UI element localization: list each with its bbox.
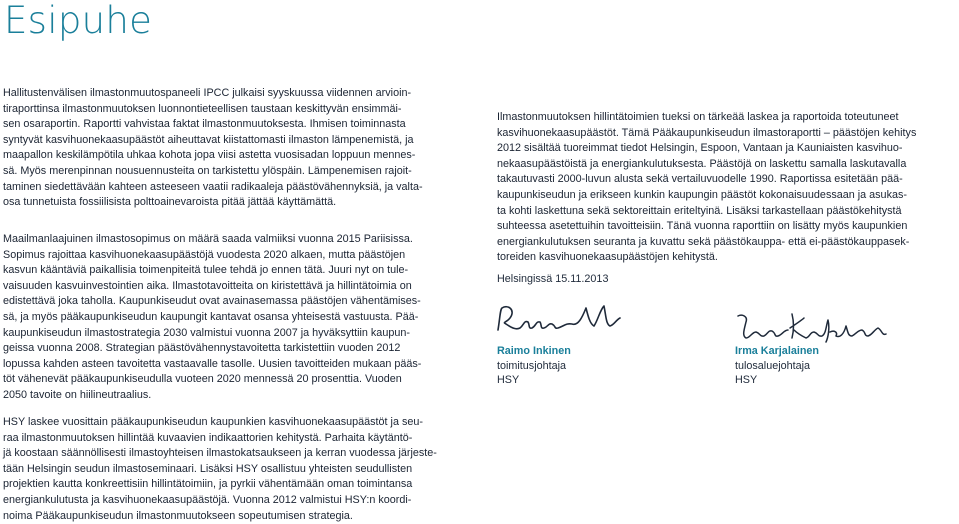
report-paragraph: Ilmastonmuutoksen hillintätoimien tueksi on tärkeää laskea ja raportoida toteutuneet kasvihuonekaasupäästöt. Tämä Pääkaupunkiseudun ilmastoraportti – päästöjen kehitys 2012 sisältää tuoreimmat tiedot Helsingin, Espoon, Vantaan ja Kauniaisten kasvihuo- nekaasupäästöistä ja energiankulutuksesta. Päästöjä on laskettu samalla laskutavalla takautuvasti 2000-luvun alusta sekä vertailuvuodelle 1990. Raportissa esitetään pää- kaupunkiseudun ja erikseen kunkin kaupungin päästöt kokonaisuudessaan ja asukas- ta kohti laskettuna sekä sektoreittain eriteltyinä. Lisäksi tarkastellaan päästökehitystä suhteessa asetettuihin tavoitteisiin. Tänä vuonna raporttiin on lisätty myös kaupunkien energiankulutuksen seuranta ja kuvattu sekä päästökauppa- että ei-päästökauppasek- toreiden kasvihuonekaasupäästöjen kehitystä. — [497, 111, 917, 264]
signer-name: Irma Karjalainen — [735, 345, 820, 357]
right-column — [497, 110, 959, 266]
signer-title: toimitusjohtaja — [497, 359, 567, 372]
signer-org: HSY — [735, 374, 758, 387]
left-column — [3, 86, 473, 211]
signing-date: Helsingissä 15.11.2013 — [497, 273, 609, 285]
climate-agreement-paragraph: Maailmanlaajuinen ilmastosopimus on määrä saada valmiiksi vuonna 2015 Pariisissa. Sopimus rajoittaa kasvihuonekaasupäästöjä vuodesta 2020 alkaen, mutta päästöjen kasvun kääntäviä paikallisia toimenpiteitä tulee tehdä jo ennen tätä. Juuri nyt on tule- vaisuuden kasvuinvestointien aika. Ilmastotavoitteita on kiristettävä ja hillintätoimia on edistettävä joka taholla. Kaupunkiseudut ovat avainasemassa päästöjen vähentämises- sä, ja myös pääkaupunkiseudun kaupungit kantavat osansa yhteisestä vastuusta. Pää- kaupunkiseudun ilmastostrategia 2030 valmistui vuonna 2007 ja hyväksyttiin kaupun- geissa vuonna 2008. Strategian päästövähennystavoitetta tarkistettiin vuoden 2012 lopussa kahden asteen tavoitetta vastaavalle tasolle. Uusien tavoitteiden mukaan pääs- töt vähenevät pääkaupunkiseudulla vuoteen 2020 mennessä 20 prosenttia. Vuoden 2050 tavoite on hiilineutraalius. — [3, 233, 422, 401]
intro-paragraph: Hallitustenvälisen ilmastonmuutospaneeli IPCC julkaisi syyskuussa viidennen arvioin- tiraporttinsa ilmastonmuutoksen luonnontieteellisen taustaan keskittyvän ensimmäi- sen osaraportin. Raportti vahvistaa faktat ilmastonmuutoksesta. Ihmisen toiminnasta syntyvät kasvihuonekaasupäästöt aiheuttavat kiistattomasti ilmaston lämpenemistä, ja maapallon keskilämpötila uhkaa kohota jopa viisi astetta vuosisadan loppuun mennes- sä. Myös merenpinnan nousuennusteita on tarkistettu ylöspäin. Lämpenemisen rajoit- taminen siedettävään kahteen asteeseen vaatii radikaaleja päästövähennyksiä, ja valta- osa tunnetuista fossiilisista polttoainevaroista pitää jättää käyttämättä. — [3, 87, 423, 209]
bottom-section — [3, 415, 473, 524]
hsy-paragraph: HSY laskee vuosittain pääkaupunkiseudun kaupunkien kasvihuonekaasupäästöt ja seu- raa ilmastonmuutoksen hillintää kuvaavien indikaattorien kehitystä. Parhaita käytäntö- jä koostaan säännöllisesti ilmastoyhteisen ilmastokatsaukseen ja kerran vuodessa järjeste- tään Helsingin seudun ilmastoseminaari. Lisäksi HSY osallistuu yhteisten seudullisten projektien kautta konkreettisiin hillintätoimiin, ja pyrkii vähentämään oman toimintansa energiankulutusta ja kasvihuonekaasupäästöjä. Vuonna 2012 valmistui HSY:n koordi- noima Pääkaupunkiseudun ilmastonmuutokseen sopeutumisen strategia. — [3, 416, 437, 522]
signature-irma-karjalainen — [732, 308, 892, 344]
signer-name: Raimo Inkinen — [497, 345, 571, 357]
signer-title: tulosaluejohtaja — [735, 359, 811, 372]
signer-block-1 — [497, 344, 571, 388]
signer-org: HSY — [497, 374, 520, 387]
page-title: Esipuhe — [4, 0, 153, 42]
left-column-second — [3, 232, 473, 404]
signature-raimo-inkinen — [494, 298, 624, 338]
signer-block-2 — [735, 344, 819, 388]
